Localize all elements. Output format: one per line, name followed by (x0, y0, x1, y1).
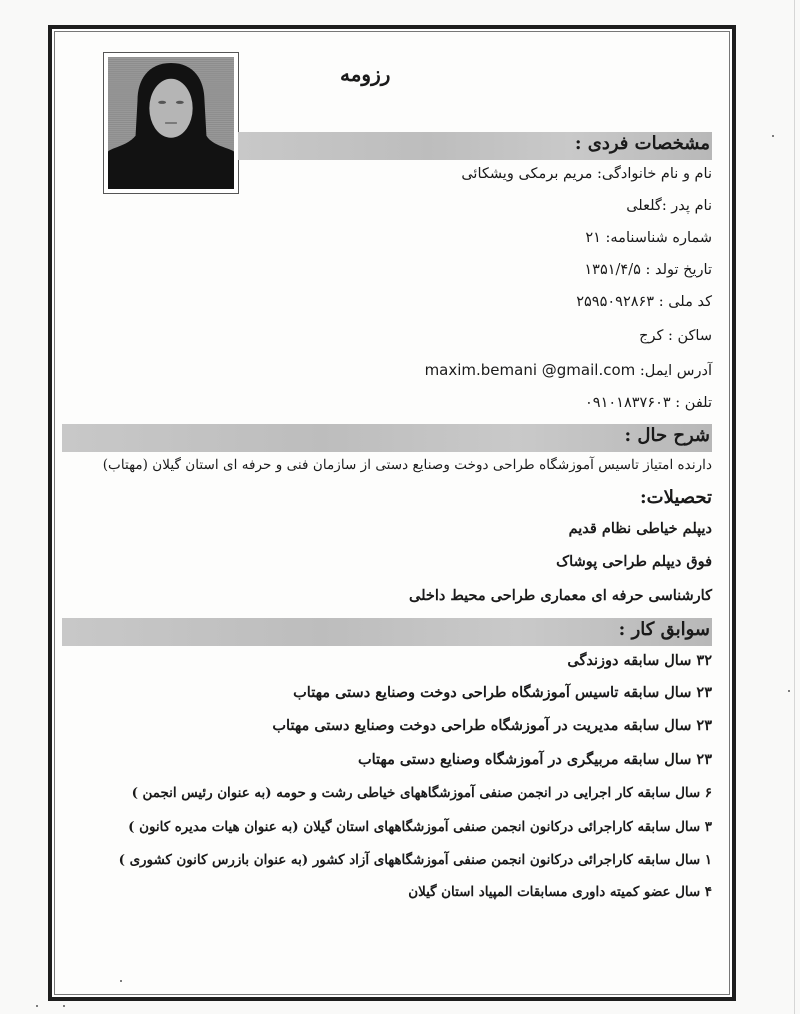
work-item: ۲۳ سال سابقه مدیریت در آموزشگاه طراحی دوخت وصنایع دستی مهتاب (272, 717, 712, 734)
work-item: ۱ سال سابقه کاراجرائی درکانون انجمن صنفی آموزشگاههای آزاد کشور (به عنوان بازرس کانون کشوری ) (118, 852, 712, 868)
work-item: ۶ سال سابقه کار اجرایی در انجمن صنفی آموزشگاههای خیاطی رشت و حومه (به عنوان رئیس انجمن ) (131, 785, 712, 801)
scan-speck (788, 690, 790, 692)
field-phone (585, 395, 712, 411)
work-item: ۳۲ سال سابقه دوزندگی (567, 652, 712, 669)
education-item: دیپلم خیاطی نظام قدیم (568, 520, 712, 537)
section-heading-education: تحصیلات: (640, 487, 712, 508)
section-bar-work (62, 618, 712, 646)
scan-speck (120, 980, 122, 982)
field-label: نام پدر : (661, 198, 712, 214)
field-value: کرج (639, 328, 668, 344)
field-label: ساکن : (667, 328, 712, 344)
biography-text: دارنده امتیاز تاسیس آموزشگاه طراحی دوخت وصنایع دستی از سازمان فنی و حرفه ای استان گیلان (مهتاب) (102, 457, 712, 473)
field-label: کد ملی : (658, 294, 712, 310)
field-full-name (461, 166, 712, 182)
work-item: ۴ سال عضو کمیته داوری مسابقات المپیاد استان گیلان (408, 884, 712, 900)
education-item: فوق دیپلم طراحی پوشاک (556, 553, 712, 570)
document-title: رزومه (340, 62, 391, 86)
field-label: آدرس ایمل: (639, 363, 712, 379)
field-national-code (576, 294, 712, 310)
field-birth-date (584, 262, 712, 278)
field-value: ۲۱ (585, 230, 606, 246)
field-label: تلفن : (675, 395, 712, 411)
section-bar-personal (238, 132, 712, 160)
scan-speck (772, 135, 774, 137)
section-heading-personal: مشخصات فردی : (574, 133, 710, 154)
field-label: تاریخ تولد : (645, 262, 712, 278)
field-label: نام و نام خانوادگی: (597, 166, 712, 182)
field-value: گلعلی (626, 198, 662, 214)
scan-edge-line (794, 0, 795, 1014)
work-item: ۲۳ سال سابقه تاسیس آموزشگاه طراحی دوخت وصنایع دستی مهتاب (293, 684, 712, 701)
scan-speck (63, 1005, 65, 1007)
education-item: کارشناسی حرفه ای معماری طراحی محیط داخلی (409, 587, 712, 604)
field-value: ۰۹۱۰۱۸۳۷۶۰۳ (585, 395, 676, 411)
email-link[interactable]: maxim.bemani @gmail.com (424, 361, 636, 379)
section-heading-biography: شرح حال : (624, 425, 710, 446)
portrait-image (108, 57, 234, 189)
field-value: ۱۳۵۱/۴/۵ (584, 262, 646, 278)
field-id-number (585, 230, 712, 246)
field-email (425, 361, 712, 379)
field-residence (639, 328, 712, 344)
field-value: ۲۵۹۵۰۹۲۸۶۳ (576, 294, 659, 310)
section-heading-work: سوابق کار : (618, 619, 710, 640)
profile-photo (103, 52, 239, 194)
field-label: شماره شناسنامه: (605, 230, 712, 246)
work-item: ۲۳ سال سابقه مربیگری در آموزشگاه وصنایع دستی مهتاب (357, 751, 712, 768)
scan-speck (36, 1005, 38, 1007)
field-value: مریم برمکی ویشکائی (461, 166, 598, 182)
work-item: ۳ سال سابقه کاراجرائی درکانون انجمن صنفی آموزشگاههای استان گیلان (به عنوان هیات مدیره کانون ) (128, 819, 712, 835)
section-bar-biography (62, 424, 712, 452)
field-father-name (626, 198, 712, 214)
